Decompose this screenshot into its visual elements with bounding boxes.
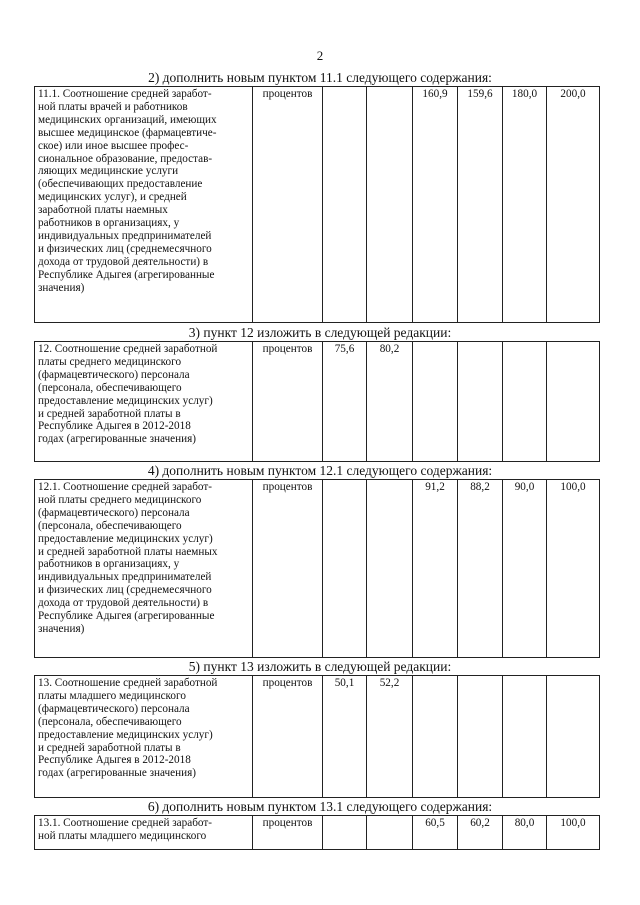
value-cell: 75,6 xyxy=(323,342,367,462)
value-cell xyxy=(413,676,458,798)
indicator-table-3 xyxy=(34,479,600,658)
table-row xyxy=(35,342,600,462)
indicator-table-1 xyxy=(34,86,600,323)
value-cell: 60,5 xyxy=(413,816,458,850)
value-cell: 200,0 xyxy=(547,87,600,323)
value-cell xyxy=(547,676,600,798)
section-heading-5: 6) дополнить новым пунктом 13.1 следующего содержания: xyxy=(147,799,493,814)
section-heading-2: 3) пункт 12 изложить в следующей редакции: xyxy=(188,325,452,340)
value-cell xyxy=(323,480,367,658)
value-cell xyxy=(458,342,503,462)
section-heading-4: 5) пункт 13 изложить в следующей редакции: xyxy=(188,659,452,674)
value-cell xyxy=(367,816,413,850)
value-cell xyxy=(503,342,547,462)
value-cell: 180,0 xyxy=(503,87,547,323)
unit-cell: процентов xyxy=(253,480,323,658)
value-cell xyxy=(458,676,503,798)
table-row xyxy=(35,87,600,323)
value-cell: 90,0 xyxy=(503,480,547,658)
table-row xyxy=(35,480,600,658)
value-cell: 100,0 xyxy=(547,816,600,850)
value-cell xyxy=(503,676,547,798)
indicator-description: 13.1. Соотношение средней заработ- ной платы младшего медицинского xyxy=(35,816,253,850)
value-cell: 52,2 xyxy=(367,676,413,798)
indicator-description: 12.1. Соотношение средней заработ- ной платы среднего медицинского (фармацевтического) персонала (персонала, обеспечивающего предоставление медицинских услуг) и средней заработной платы наемных работников в организациях, у индивидуальных предпринимателей и физических лиц (среднемесячного дохода от трудовой деятельности) в Республике Адыгея (агрегированные значения) xyxy=(35,480,253,658)
value-cell xyxy=(367,87,413,323)
value-cell: 80,0 xyxy=(503,816,547,850)
value-cell: 100,0 xyxy=(547,480,600,658)
table-row xyxy=(35,816,600,850)
value-cell: 159,6 xyxy=(458,87,503,323)
indicator-description: 11.1. Соотношение средней заработ- ной платы врачей и работников медицинских организаций, имеющих высшее медицинское (фармацевтиче- ское) или иное высшее профес- сиональное образование, предостав- ляющих медицинские услуги (обеспечивающих предоставление медицинских услуг), и средней заработной платы наемных работников в организациях, у индивидуальных предпринимателей и физических лиц (среднемесячного дохода от трудовой деятельности) в Республике Адыгея (агрегированные значения) xyxy=(35,87,253,323)
value-cell: 88,2 xyxy=(458,480,503,658)
unit-cell: процентов xyxy=(253,816,323,850)
section-heading-3: 4) дополнить новым пунктом 12.1 следующего содержания: xyxy=(147,463,493,478)
unit-cell: процентов xyxy=(253,87,323,323)
indicator-description: 12. Соотношение средней заработной платы среднего медицинского (фармацевтического) персонала (персонала, обеспечивающего предоставление медицинских услуг) и средней заработной платы в Республике Адыгея в 2012-2018 годах (агрегированные значения) xyxy=(35,342,253,462)
value-cell: 60,2 xyxy=(458,816,503,850)
value-cell: 91,2 xyxy=(413,480,458,658)
table-row xyxy=(35,676,600,798)
unit-cell: процентов xyxy=(253,342,323,462)
indicator-table-4 xyxy=(34,675,600,798)
indicator-description: 13. Соотношение средней заработной платы младшего медицинского (фармацевтического) персонала (персонала, обеспечивающего предоставление медицинских услуг) и средней заработной платы в Республике Адыгея в 2012-2018 годах (агрегированные значения) xyxy=(35,676,253,798)
value-cell: 80,2 xyxy=(367,342,413,462)
indicator-table-5 xyxy=(34,815,600,850)
value-cell xyxy=(547,342,600,462)
value-cell: 160,9 xyxy=(413,87,458,323)
value-cell: 50,1 xyxy=(323,676,367,798)
unit-cell: процентов xyxy=(253,676,323,798)
page-number: 2 xyxy=(316,48,324,63)
value-cell xyxy=(413,342,458,462)
value-cell xyxy=(367,480,413,658)
value-cell xyxy=(323,87,367,323)
indicator-table-2 xyxy=(34,341,600,462)
value-cell xyxy=(323,816,367,850)
section-heading-1: 2) дополнить новым пунктом 11.1 следующего содержания: xyxy=(148,70,492,85)
